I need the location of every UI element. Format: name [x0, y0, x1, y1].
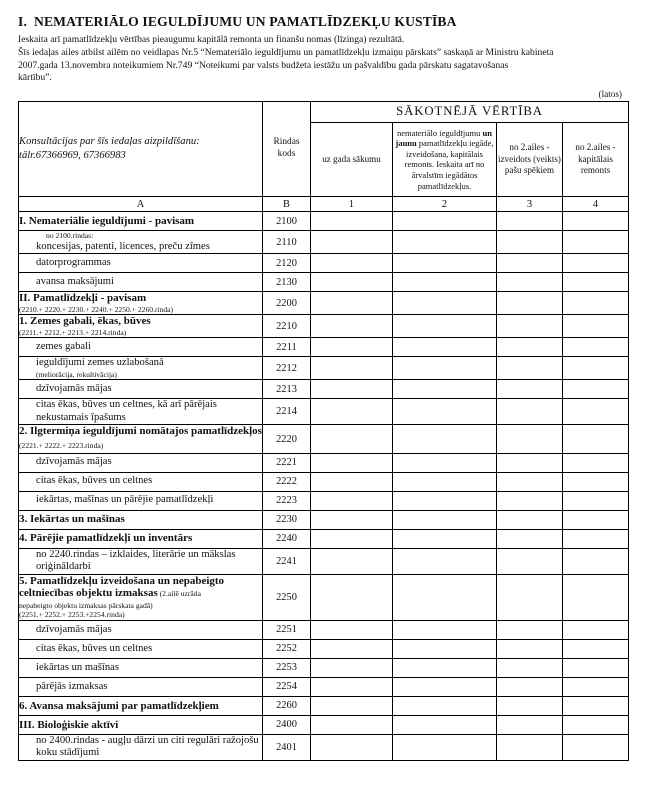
- value-cell-col3[interactable]: [497, 254, 563, 273]
- row-code-header: [263, 101, 311, 197]
- row-label-text: iekārtas un mašīnas: [36, 661, 119, 673]
- table-row: [19, 399, 629, 425]
- value-cell-col2[interactable]: [393, 399, 497, 425]
- value-cell-col1[interactable]: [311, 620, 393, 639]
- row-code: 2110: [263, 231, 311, 254]
- value-cell-col2[interactable]: [393, 529, 497, 548]
- value-cell-col3[interactable]: [497, 677, 563, 696]
- row-label: [19, 510, 263, 529]
- column-header-2: [393, 122, 497, 197]
- value-cell-col1[interactable]: [311, 338, 393, 357]
- row-label: [19, 315, 263, 338]
- value-cell-col1[interactable]: [311, 696, 393, 715]
- row-label: [19, 548, 263, 574]
- value-cell-col4[interactable]: [563, 491, 629, 510]
- row-code: 2221: [263, 453, 311, 472]
- row-code: 2211: [263, 338, 311, 357]
- row-code: 2222: [263, 472, 311, 491]
- value-cell-col2[interactable]: [393, 357, 497, 380]
- value-cell-col1[interactable]: [311, 273, 393, 292]
- value-cell-col2[interactable]: [393, 212, 497, 231]
- value-cell-col2[interactable]: [393, 315, 497, 338]
- section-numeral: I.: [18, 14, 27, 29]
- table-row: [19, 574, 629, 620]
- row-label-text: 4. Pārējie pamatlīdzekļi un inventārs: [19, 532, 193, 545]
- value-cell-col3[interactable]: [497, 380, 563, 399]
- row-code: 2120: [263, 254, 311, 273]
- value-cell-col4[interactable]: [563, 292, 629, 315]
- row-code: 2230: [263, 510, 311, 529]
- table-row: [19, 639, 629, 658]
- table-row: [19, 472, 629, 491]
- row-code: 2253: [263, 658, 311, 677]
- table-row: [19, 548, 629, 574]
- row-label: [19, 292, 263, 315]
- row-code: 2213: [263, 380, 311, 399]
- value-cell-col1[interactable]: [311, 453, 393, 472]
- row-label: [19, 734, 263, 760]
- row-code: 2250: [263, 574, 311, 620]
- row-label-text: zemes gabali: [36, 340, 92, 352]
- value-cell-col4[interactable]: [563, 453, 629, 472]
- row-label-subnote: (meliorācija, rekultivācija): [36, 369, 117, 379]
- column-letter-a: A: [19, 197, 263, 212]
- value-cell-col2[interactable]: [393, 620, 497, 639]
- value-cell-col1[interactable]: [311, 529, 393, 548]
- value-cell-col3[interactable]: [497, 212, 563, 231]
- table-row: [19, 292, 629, 315]
- value-cell-col4[interactable]: [563, 696, 629, 715]
- row-label-text: 3. Iekārtas un mašīnas: [19, 513, 125, 526]
- table-row: [19, 510, 629, 529]
- intro-line-0: Ieskaita arī pamatlīdzekļu vērtības pieaugumu kapitālā remonta un finanšu nomas (līzinga) rezultātā.: [18, 34, 405, 45]
- value-cell-col1[interactable]: [311, 548, 393, 574]
- table-row: [19, 529, 629, 548]
- row-code: 2214: [263, 399, 311, 425]
- value-cell-col4[interactable]: [563, 529, 629, 548]
- row-label-text: 2. Ilgtermiņa ieguldījumi nomātajos pamatlīdzekļos: [19, 425, 262, 438]
- row-label-note: no 2100.rindas:: [46, 231, 94, 241]
- table-row: [19, 254, 629, 273]
- row-label-text: I. Nemateriālie ieguldījumi - pavisam: [19, 214, 195, 227]
- value-cell-col4[interactable]: [563, 380, 629, 399]
- row-label: [19, 529, 263, 548]
- value-cell-col3[interactable]: [497, 425, 563, 453]
- table-row: [19, 425, 629, 453]
- value-cell-col2[interactable]: [393, 658, 497, 677]
- column-header-2-bold: un jaunu: [395, 127, 492, 149]
- row-code: 2220: [263, 425, 311, 453]
- consultation-line-2: tālr.67366969, 67366983: [19, 149, 126, 161]
- value-cell-col4[interactable]: [563, 510, 629, 529]
- value-cell-col3[interactable]: [497, 734, 563, 760]
- row-label-text: dzīvojamās mājas: [36, 382, 112, 394]
- row-label: [19, 380, 263, 399]
- row-label-text: ieguldījumi zemes uzlabošanā: [36, 357, 164, 369]
- row-code: 2241: [263, 548, 311, 574]
- value-cell-col4[interactable]: [563, 212, 629, 231]
- value-cell-col4[interactable]: [563, 399, 629, 425]
- row-label-text: datorprogrammas: [36, 256, 111, 268]
- row-label-text: 1. Zemes gabali, ēkas, būves: [19, 315, 151, 328]
- value-cell-col1[interactable]: [311, 639, 393, 658]
- row-label: [19, 472, 263, 491]
- value-cell-col4[interactable]: [563, 231, 629, 254]
- row-code: 2240: [263, 529, 311, 548]
- row-label-subnote: (2211.+ 2212.+ 2213.+ 2214.rinda): [19, 327, 127, 337]
- row-label-text: no 2400.rindas - augļu dārzi un citi regulāri ražojošu koku stādījumi: [36, 734, 259, 759]
- value-cell-col1[interactable]: [311, 472, 393, 491]
- table-body: [19, 212, 629, 761]
- value-cell-col2[interactable]: [393, 696, 497, 715]
- table-row: [19, 338, 629, 357]
- value-cell-col4[interactable]: [563, 677, 629, 696]
- value-cell-col3[interactable]: [497, 696, 563, 715]
- table-header: [19, 101, 629, 212]
- value-cell-col1[interactable]: [311, 357, 393, 380]
- value-cell-col2[interactable]: [393, 639, 497, 658]
- row-label-text: koncesijas, patenti, licences, preču zīmes: [36, 240, 210, 252]
- table-row: [19, 715, 629, 734]
- intro-line-2: 2007.gada 13.novembra noteikumiem Nr.749 “Noteikumi par valsts budžeta iestāžu un pašvaldību gada pārskatu sagatavošanas: [18, 59, 509, 71]
- table-row: [19, 380, 629, 399]
- value-cell-col2[interactable]: [393, 380, 497, 399]
- row-code-header-line-1: Rindas: [273, 137, 300, 148]
- value-cell-col2[interactable]: [393, 254, 497, 273]
- column-number-3: 3: [497, 197, 563, 212]
- value-cell-col2[interactable]: [393, 548, 497, 574]
- value-cell-col2[interactable]: [393, 734, 497, 760]
- row-label-text: citas ēkas, būves un celtnes: [36, 475, 153, 487]
- row-label: [19, 231, 263, 254]
- value-cell-col4[interactable]: [563, 338, 629, 357]
- value-cell-col2[interactable]: [393, 425, 497, 453]
- value-cell-col1[interactable]: [311, 254, 393, 273]
- value-cell-col1[interactable]: [311, 510, 393, 529]
- page-title-text: NEMATERIĀLO IEGULDĪJUMU UN PAMATLĪDZEKĻU KUSTĪBA: [34, 14, 457, 29]
- value-cell-col3[interactable]: [497, 231, 563, 254]
- row-code: 2200: [263, 292, 311, 315]
- value-cell-col2[interactable]: [393, 574, 497, 620]
- row-code-header-line-2: kods: [277, 148, 296, 159]
- table-row: [19, 677, 629, 696]
- column-header-2-part1: nemateriālo ieguldījumu: [397, 127, 483, 138]
- column-header-4: no 2.ailes - kapitālais remonts: [563, 122, 629, 197]
- asset-movement-table: [18, 101, 629, 761]
- value-cell-col1[interactable]: [311, 380, 393, 399]
- row-label: [19, 212, 263, 231]
- column-number-1: 1: [311, 197, 393, 212]
- row-label-text: avansa maksājumi: [36, 275, 114, 287]
- column-header-1: uz gada sākumu: [311, 122, 393, 197]
- value-cell-col3[interactable]: [497, 357, 563, 380]
- units-note: (latos): [598, 88, 622, 99]
- value-cell-col1[interactable]: [311, 292, 393, 315]
- table-row: [19, 212, 629, 231]
- value-cell-col3[interactable]: [497, 510, 563, 529]
- row-label: [19, 658, 263, 677]
- table-row: [19, 491, 629, 510]
- value-cell-col3[interactable]: [497, 399, 563, 425]
- value-cell-col3[interactable]: [497, 620, 563, 639]
- row-label-text: 5. Pamatlīdzekļu izveidošana un nepabeigto celtniecības objektu izmaksas: [19, 574, 225, 600]
- value-cell-col1[interactable]: [311, 231, 393, 254]
- value-cell-col1[interactable]: [311, 574, 393, 620]
- value-cell-col4[interactable]: [563, 357, 629, 380]
- row-label-subnote-inline: (2221.+ 2222.+ 2223.rinda): [19, 441, 104, 451]
- table-row: [19, 273, 629, 292]
- value-cell-col3[interactable]: [497, 453, 563, 472]
- value-cell-col2[interactable]: [393, 677, 497, 696]
- group-header-initial-value: SĀKOTNĒJĀ VĒRTĪBA: [311, 101, 629, 122]
- value-cell-col2[interactable]: [393, 472, 497, 491]
- row-label: [19, 491, 263, 510]
- value-cell-col1[interactable]: [311, 315, 393, 338]
- row-label-text: citas ēkas, būves un celtnes, kā arī pārējais nekustamais īpašums: [36, 399, 217, 423]
- value-cell-col4[interactable]: [563, 639, 629, 658]
- value-cell-col3[interactable]: [497, 529, 563, 548]
- column-number-4: 4: [563, 197, 629, 212]
- row-label: [19, 715, 263, 734]
- value-cell-col4[interactable]: [563, 620, 629, 639]
- value-cell-col2[interactable]: [393, 231, 497, 254]
- row-code: 2210: [263, 315, 311, 338]
- intro-line-1: Šīs iedaļas ailes atbilst ailēm no veidlapas Nr.5 “Nemateriālo ieguldījumu un pamatlīdzekļu izmaiņu pārskats” saskaņā ar Ministru kabineta: [18, 46, 554, 58]
- consultation-line-1: Konsultācijas par šīs iedaļas aizpildīšanu:: [19, 135, 200, 147]
- row-label: [19, 574, 263, 620]
- value-cell-col2[interactable]: [393, 510, 497, 529]
- table-row: [19, 231, 629, 254]
- value-cell-col4[interactable]: [563, 315, 629, 338]
- table-row: [19, 620, 629, 639]
- row-label-text: pārējās izmaksas: [36, 680, 108, 692]
- row-label: [19, 399, 263, 425]
- intro-line-3: kārtību”.: [18, 72, 52, 84]
- row-label-text: dzīvojamās mājas: [36, 623, 112, 635]
- intro-paragraph: [18, 34, 628, 85]
- table-row: [19, 357, 629, 380]
- value-cell-col3[interactable]: [497, 574, 563, 620]
- value-cell-col2[interactable]: [393, 453, 497, 472]
- row-label: [19, 639, 263, 658]
- value-cell-col4[interactable]: [563, 734, 629, 760]
- value-cell-col3[interactable]: [497, 315, 563, 338]
- row-code: 2260: [263, 696, 311, 715]
- value-cell-col3[interactable]: [497, 292, 563, 315]
- value-cell-col3[interactable]: [497, 338, 563, 357]
- row-label-text: iekārtas, mašīnas un pārējie pamatlīdzekļi: [36, 494, 214, 506]
- row-label-subnote: nepabeigto objektu izmaksas pārskata gadā) (2251.+ 2252.+ 2253.+2254.rinda): [19, 601, 153, 620]
- row-label-text: II. Pamatlīdzekļi - pavisam: [19, 292, 147, 305]
- column-header-3: no 2.ailes - izveidots (veikts) pašu spēkiem: [497, 122, 563, 197]
- value-cell-col3[interactable]: [497, 273, 563, 292]
- value-cell-col1[interactable]: [311, 677, 393, 696]
- value-cell-col2[interactable]: [393, 273, 497, 292]
- row-label: [19, 338, 263, 357]
- value-cell-col4[interactable]: [563, 425, 629, 453]
- column-letter-b: B: [263, 197, 311, 212]
- row-label-text: 6. Avansa maksājumi par pamatlīdzekļiem: [19, 699, 219, 712]
- value-cell-col3[interactable]: [497, 548, 563, 574]
- value-cell-col4[interactable]: [563, 548, 629, 574]
- row-label-text: dzīvojamās mājas: [36, 456, 112, 468]
- value-cell-col1[interactable]: [311, 715, 393, 734]
- value-cell-col4[interactable]: [563, 273, 629, 292]
- row-label: [19, 696, 263, 715]
- value-cell-col1[interactable]: [311, 734, 393, 760]
- value-cell-col3[interactable]: [497, 639, 563, 658]
- value-cell-col2[interactable]: [393, 292, 497, 315]
- row-label: [19, 425, 263, 453]
- value-cell-col1[interactable]: [311, 399, 393, 425]
- value-cell-col3[interactable]: [497, 491, 563, 510]
- table-row: [19, 453, 629, 472]
- value-cell-col4[interactable]: [563, 254, 629, 273]
- table-row: [19, 315, 629, 338]
- table-row: [19, 658, 629, 677]
- value-cell-col2[interactable]: [393, 715, 497, 734]
- column-number-2: 2: [393, 197, 497, 212]
- value-cell-col3[interactable]: [497, 658, 563, 677]
- value-cell-col1[interactable]: [311, 491, 393, 510]
- row-code: 2252: [263, 639, 311, 658]
- row-label: [19, 453, 263, 472]
- row-code: 2400: [263, 715, 311, 734]
- page-title: [18, 14, 628, 30]
- value-cell-col3[interactable]: [497, 715, 563, 734]
- value-cell-col4[interactable]: [563, 715, 629, 734]
- row-label-subnote-inline: (2.ailē uzrāda: [157, 589, 201, 599]
- row-label-text: III. Bioloģiskie aktīvi: [19, 718, 119, 731]
- value-cell-col4[interactable]: [563, 472, 629, 491]
- row-code: 2100: [263, 212, 311, 231]
- value-cell-col2[interactable]: [393, 338, 497, 357]
- row-label: [19, 620, 263, 639]
- row-code: 2212: [263, 357, 311, 380]
- column-header-2-part2: pamatlīdzekļu iegāde, izveidošana, kapitālais remonts. Ieskaita arī no ārvalstīm iegādātos pamatlīdzekļus.: [404, 138, 494, 191]
- row-label: [19, 677, 263, 696]
- value-cell-col1[interactable]: [311, 425, 393, 453]
- row-label-text: no 2240.rindas – izklaides, literārie un mākslas oriģināldarbi: [36, 548, 236, 573]
- value-cell-col3[interactable]: [497, 472, 563, 491]
- value-cell-col1[interactable]: [311, 658, 393, 677]
- row-label: [19, 273, 263, 292]
- row-label-subnote: (2210.+ 2220.+ 2230.+ 2240.+ 2250.+ 2260.rinda): [19, 304, 174, 314]
- row-code: 2401: [263, 734, 311, 760]
- row-code: 2254: [263, 677, 311, 696]
- row-label: [19, 254, 263, 273]
- value-cell-col2[interactable]: [393, 491, 497, 510]
- row-code: 2251: [263, 620, 311, 639]
- row-label-text: citas ēkas, būves un celtnes: [36, 642, 153, 654]
- value-cell-col4[interactable]: [563, 574, 629, 620]
- value-cell-col1[interactable]: [311, 212, 393, 231]
- column-letter-row: [19, 197, 629, 212]
- row-code: 2130: [263, 273, 311, 292]
- row-label: [19, 357, 263, 380]
- consultation-note: [19, 101, 263, 197]
- table-row: [19, 734, 629, 760]
- row-code: 2223: [263, 491, 311, 510]
- value-cell-col4[interactable]: [563, 658, 629, 677]
- table-row: [19, 696, 629, 715]
